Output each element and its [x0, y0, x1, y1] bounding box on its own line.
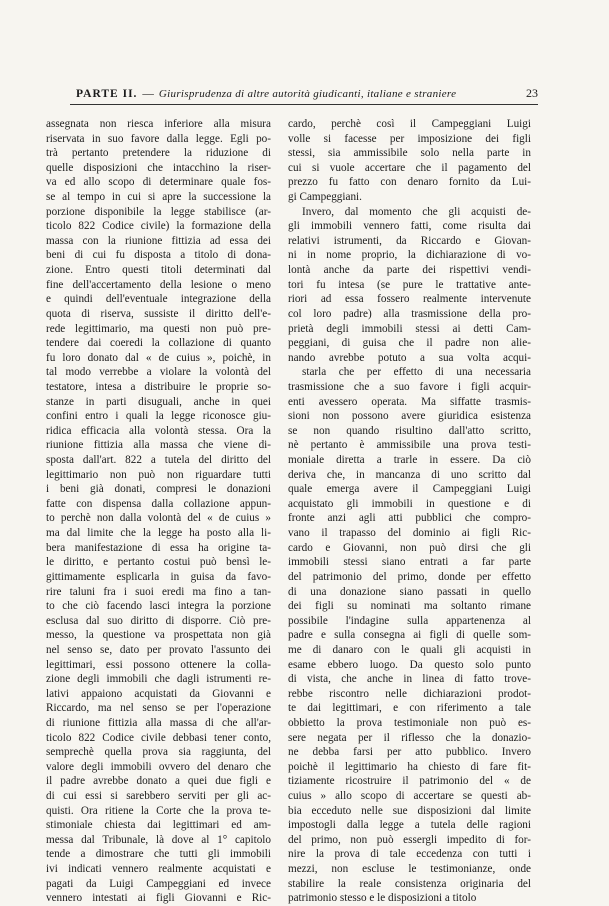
text-line: quale emerga avere il Campeggiani Luigi	[288, 483, 531, 496]
text-line: lativi appaiono acquistati da Giovanni e	[46, 687, 271, 700]
text-line: il padre avrebbe donato a quei due figli e	[46, 775, 271, 788]
text-line: di cui essi si sarebbero serviti per gli ac-	[46, 790, 271, 803]
text-line: gli immobili vennero fatti, come risulta dai	[288, 220, 531, 233]
text-line: esame ebbero luogo. Da questo solo punto	[288, 658, 531, 671]
text-line: padre e sulla consegna ai figli di quelle som-	[288, 629, 531, 642]
text-line: beni di cui fu disposta a titolo di dona-	[46, 249, 271, 262]
text-line: volle si facesse per imposizione dei figli	[288, 132, 531, 145]
text-line: bera manifestazione di essa ha origine ta-	[46, 541, 271, 554]
text-line: gittimamente esplicarla in guisa da favo-	[46, 570, 271, 583]
page-number: 23	[526, 86, 538, 100]
text-line: fu loro donato dal « de cuius », poichè, in	[46, 351, 271, 364]
text-line: ne debba farsi per atto pubblico. Invero	[288, 746, 531, 759]
text-line: trasmissione che a suo favore i figli acquir-	[288, 380, 531, 393]
text-line: to perchè non dalla volontà del « de cuius »	[46, 512, 271, 525]
text-line: cuius » allo scopo di accertare se questi ab-	[288, 790, 531, 803]
text-line: to che ciò facendo lasci integra la porzione	[46, 600, 271, 613]
text-line: pagati da Luigi Campeggiani ed invece	[46, 877, 271, 890]
text-line: Riccardo, ma nel senso se per l'operazione	[46, 702, 271, 715]
text-line: trà pertanto pretendere la riduzione di	[46, 147, 271, 160]
text-line: col loro padre) alla trasmissione della pro-	[288, 307, 531, 320]
text-line: ticolo 822 Codice civile) la formazione della	[46, 220, 271, 233]
text-line: fronte anzi agli atti pubblici che compro-	[288, 512, 531, 525]
text-line: sioni non possono avere giuridica esistenza	[288, 410, 531, 423]
text-line: poichè il legittimario ha chiesto di fare fit-	[288, 760, 531, 773]
text-line: messa dal Tribunale, là dove al 1° capitolo	[46, 833, 271, 846]
text-line: nire la prova di tale eccedenza con tutti i	[288, 848, 531, 861]
text-line: ma dal limite che la legge ha posto alla li-	[46, 527, 271, 540]
text-line: ni in nome proprio, la dichiarazione di vo-	[288, 249, 531, 262]
text-line: valore degli immobili ovvero del denaro che	[46, 760, 271, 773]
text-line: zione degli immobili che dagli istrumenti re-	[46, 673, 271, 686]
text-line: vano il trapasso del dominio ai figli Ric-	[288, 527, 531, 540]
text-line: cardo e Giovanni, non può dirsi che gli	[288, 541, 531, 554]
text-line: mezzi, non escluse le testimonianze, onde	[288, 863, 531, 876]
text-line: va ed allo scopo di determinare quale fos-	[46, 176, 271, 189]
text-line: sere negata per il riflesso che la donazio-	[288, 731, 531, 744]
text-line: del patrimonio del primo, donde per effetto	[288, 570, 531, 583]
text-line: dei figli su nominati ma soltanto rimane	[288, 600, 531, 613]
text-line: esclusa dal suo diritto di disporre. Ciò pre-	[46, 614, 271, 627]
text-line: peggiani, di guisa che il padre non alie-	[288, 337, 531, 350]
text-line: ticolo 822 Codice civile debbasi tener conto,	[46, 731, 271, 744]
text-line: obbietto la prova testimoniale non può es-	[288, 716, 531, 729]
text-line: nel senso se, dato per provato l'assunto dei	[46, 643, 271, 656]
text-line: assegnata non riesca inferiore alla misura	[46, 118, 271, 130]
text-line: possibile l'indagine sulla appartenenza al	[288, 614, 531, 627]
text-line: messo, la questione va prospettata non già	[46, 629, 271, 642]
text-line: stessi, sia ammissibile solo nella parte in	[288, 147, 531, 160]
text-line: testatore, intesa a distribuire le proprie so-	[46, 380, 271, 393]
text-line: porzione disponibile la legge stabilisce (ar-	[46, 205, 271, 218]
section-title: Giurisprudenza di altre autorità giudicanti, italiane e straniere	[158, 88, 457, 100]
text-line: riori ad essa fossero realmente intervenute	[288, 293, 531, 306]
text-line: stanze in parti disuguali, anche in quei	[46, 395, 271, 408]
text-line: rire taluni fra i suoi eredi ma fino a tan-	[46, 585, 271, 598]
text-line: legittimario non può non riguardare tutti	[46, 468, 271, 481]
text-line: se al tempo in cui si apre la successione la	[46, 191, 271, 204]
text-line: ivi indicati vennero realmente acquistati e	[46, 863, 271, 876]
text-line: fine dell'accertamento della lesione o meno	[46, 278, 271, 291]
text-line: lontà anche da parte dei rispettivi vendi-	[288, 264, 531, 277]
text-line: te dai legittimari, e con riferimento a tale	[288, 702, 531, 715]
text-line: i beni già donati, compresi le donazioni	[46, 483, 271, 496]
text-line: di vista, che anche in linea di fatto trove-	[288, 673, 531, 686]
text-line: cardo, perchè così il Campeggiani Luigi	[288, 118, 531, 130]
text-line: cui si vuole accertare che il pagamento del	[288, 161, 531, 174]
text-line: tal modo verrebbe a violare la volontà del	[46, 366, 271, 379]
text-line: tendere dai coeredi la collazione di quanto	[46, 337, 271, 350]
text-line: immobili stessi siano entrati a far parte	[288, 556, 531, 569]
text-line: legittimari, essi possono ottenere la colla-	[46, 658, 271, 671]
text-line: sposta dall'art. 822 a tutela del diritto del	[46, 454, 271, 467]
running-header	[76, 86, 538, 102]
text-line: gi Campeggiani.	[288, 191, 362, 204]
header-rule	[70, 104, 538, 105]
section-part-label: PARTE II.	[76, 88, 138, 100]
text-line: vennero intestati ai figli Giovanni e Ric-	[46, 892, 271, 905]
text-line: me di danaro con le quali gli acquisti in	[288, 643, 531, 656]
text-line: impostogli dalla legge a tutela delle ragioni	[288, 819, 531, 832]
text-line: acquistato gli immobili in questione e di	[288, 497, 531, 510]
text-line: confini entro i quali la legge riconosce giu-	[46, 410, 271, 423]
text-line: massa con la riunione fittizia ad essa dei	[46, 234, 271, 247]
text-line: rede legittimario, ma questi non può pre-	[46, 322, 271, 335]
text-line: moniale diretta a trarle in essere. Da ciò	[288, 454, 531, 467]
text-line: e quindi dell'eventuale integrazione della	[46, 293, 271, 306]
text-line: quota di riserva, sussiste il diritto dell'e-	[46, 307, 271, 320]
header-separator: —	[142, 88, 154, 100]
text-line: tiziamente ricostruire il patrimonio del « de	[288, 775, 531, 788]
text-line: enti avessero operata. Ma siffatte trasmis-	[288, 395, 531, 408]
text-line: deriva che, in mancanza di uno scritto dal	[288, 468, 531, 481]
text-line: rebbe riscontro nelle dichiarazioni prodot-	[288, 687, 531, 700]
text-line: quelle disposizioni che intacchino la riser-	[46, 161, 271, 174]
text-line: di una donazione siano passati in quello	[288, 585, 531, 598]
text-line: nè pertanto è ammissibile una prova testi-	[288, 439, 531, 452]
text-line: riunione fittizia alla massa che viene di-	[46, 439, 271, 452]
text-line: prezzo fu fatto con denaro fornito da Lui-	[288, 176, 531, 189]
text-line: quisti. Ora ritiene la Corte che la prova te-	[46, 804, 271, 817]
text-line: fatte con dispensa dalla collazione appun-	[46, 497, 271, 510]
text-line: Invero, dal momento che gli acquisti de-	[302, 205, 531, 218]
text-line: ridica efficacia alla volontà stessa. Ora la	[46, 424, 271, 437]
text-line: riservata in suo favore dalla legge. Egli po-	[46, 132, 271, 145]
text-line: del primo, non può essergli impedito di for-	[288, 833, 531, 846]
text-line: semprechè quella prova sia raggiunta, del	[46, 746, 271, 759]
text-line: le diritto, e pertanto costui può bensì le-	[46, 556, 271, 569]
text-line: di riunione fittizia alla massa di che all'ar-	[46, 716, 271, 729]
left-text-column	[46, 117, 271, 906]
text-line: stimoniale chiesta dai legittimari ed am-	[46, 819, 271, 832]
text-line: zione. Entro questi titoli determinati dal	[46, 264, 271, 277]
text-line: prietà degli immobili stessi ai detti Cam-	[288, 322, 531, 335]
text-line: tori fu intesa (se pure le trattative ante-	[288, 278, 531, 291]
text-line: se non quando risultino dall'atto scritto,	[288, 424, 531, 437]
text-line: stabilire la reale consistenza originaria del	[288, 877, 531, 890]
text-line: bia ecceduto nelle sue disposizioni dal limite	[288, 804, 531, 817]
text-line: tende a dimostrare che tutti gli immobili	[46, 848, 271, 861]
text-line: patrimonio stesso e le disposizioni a titolo	[288, 892, 477, 905]
text-line: nando avrebbe potuto a sua volta acqui-	[288, 351, 531, 364]
right-text-column	[288, 117, 531, 906]
text-line: starla che per effetto di una necessaria	[302, 366, 531, 379]
text-line: relativi istrumenti, da Riccardo e Giovan-	[288, 234, 531, 247]
